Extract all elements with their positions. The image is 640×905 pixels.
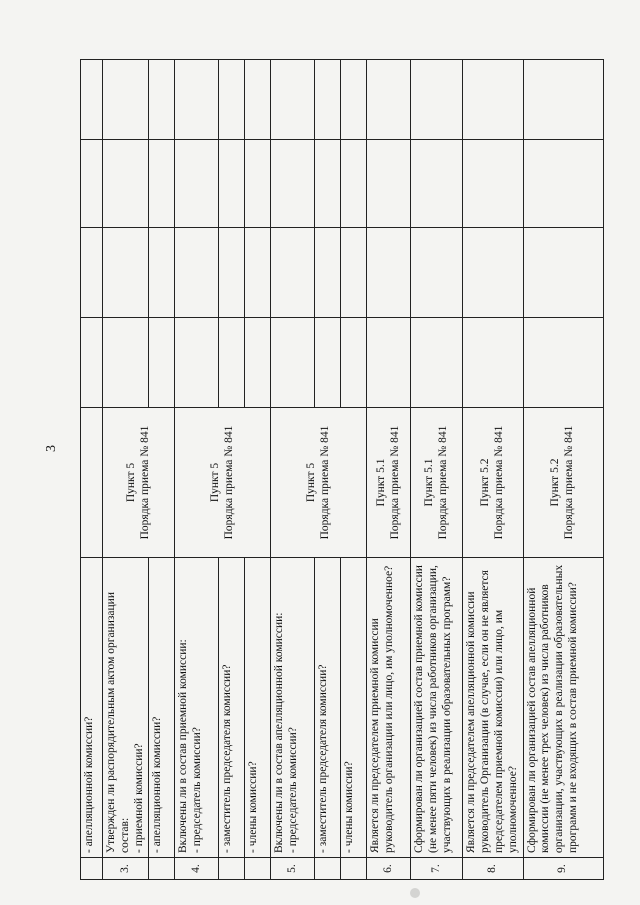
answer-cell[interactable] <box>315 228 341 318</box>
answer-cell[interactable] <box>149 140 175 228</box>
answer-cell[interactable] <box>523 60 603 140</box>
answer-cell[interactable] <box>463 228 523 318</box>
answer-cell[interactable] <box>367 60 411 140</box>
row-number <box>219 858 245 880</box>
answer-cell[interactable] <box>219 140 245 228</box>
table-row <box>523 60 603 880</box>
answer-cell[interactable] <box>103 60 149 140</box>
reference-document: Порядка приема № 841 <box>388 425 401 540</box>
question-text: - члены комиссии? <box>245 558 271 858</box>
answer-cell[interactable] <box>367 228 411 318</box>
table-row <box>103 60 149 880</box>
answer-cell[interactable] <box>245 140 271 228</box>
answer-cell[interactable] <box>149 228 175 318</box>
answer-cell[interactable] <box>367 140 411 228</box>
answer-cell[interactable] <box>175 318 219 408</box>
legal-reference <box>463 408 523 558</box>
answer-cell[interactable] <box>271 228 315 318</box>
legal-reference <box>103 408 175 558</box>
answer-cell[interactable] <box>149 318 175 408</box>
answer-cell[interactable] <box>175 228 219 318</box>
reference-document: Порядка приема № 841 <box>222 425 235 540</box>
answer-cell[interactable] <box>315 60 341 140</box>
question-text: - апелляционной комиссии? <box>149 558 175 858</box>
legal-reference <box>81 408 103 558</box>
answer-cell[interactable] <box>367 318 411 408</box>
table-row <box>367 60 411 880</box>
answer-cell[interactable] <box>523 318 603 408</box>
row-number <box>315 858 341 880</box>
answer-cell[interactable] <box>523 228 603 318</box>
legal-reference <box>367 408 411 558</box>
reference-document: Порядка приема № 841 <box>138 425 151 540</box>
answer-cell[interactable] <box>219 318 245 408</box>
row-number <box>149 858 175 880</box>
answer-cell[interactable] <box>219 228 245 318</box>
reference-document: Порядка приема № 841 <box>563 425 576 540</box>
row-number: 9. <box>523 858 603 880</box>
row-number: 8. <box>463 858 523 880</box>
row-number <box>341 858 367 880</box>
row-number: 5. <box>271 858 315 880</box>
question-text: - заместитель председателя комиссии? <box>219 558 245 858</box>
legal-reference <box>175 408 271 558</box>
reference-clause: Пункт 5.1 <box>423 458 436 507</box>
row-number: 6. <box>367 858 411 880</box>
reference-clause: Пункт 5.1 <box>375 458 388 507</box>
question-text: - заместитель председателя комиссии? <box>315 558 341 858</box>
question-text: - члены комиссии? <box>341 558 367 858</box>
question-text: - апелляционной комиссии? <box>81 558 103 858</box>
answer-cell[interactable] <box>341 318 367 408</box>
answer-cell[interactable] <box>411 140 463 228</box>
reference-document: Порядка приема № 841 <box>318 425 331 540</box>
answer-cell[interactable] <box>245 228 271 318</box>
reference-clause: Пункт 5.2 <box>479 458 492 507</box>
question-text: Является ли председателем приемной комиссии руководитель организации или лицо, им уполномоченное? <box>367 558 411 858</box>
answer-cell[interactable] <box>463 318 523 408</box>
checklist-table <box>80 59 604 880</box>
answer-cell[interactable] <box>81 318 103 408</box>
table-row <box>411 60 463 880</box>
answer-cell[interactable] <box>103 318 149 408</box>
answer-cell[interactable] <box>271 318 315 408</box>
question-text: Является ли председателем апелляционной комиссии руководитель Организации (в случае, если он не является председателем приемной комиссии) или лицо, им уполномоченное? <box>463 558 523 858</box>
table-row <box>175 60 219 880</box>
question-text: Сформирован ли организацией состав приемной комиссии (не менее пяти человек) из числа работников организации, участвующих в реализации образовательных программ? <box>411 558 463 858</box>
answer-cell[interactable] <box>245 318 271 408</box>
answer-cell[interactable] <box>341 140 367 228</box>
row-number: 7. <box>411 858 463 880</box>
legal-reference <box>523 408 603 558</box>
question-text: Включены ли в состав апелляционной комиссии: - председатель комиссии? <box>271 558 315 858</box>
row-number <box>245 858 271 880</box>
answer-cell[interactable] <box>341 60 367 140</box>
question-text: Сформирован ли организацией состав апелляционной комиссии (не менее трех человек) из числа работников организации, участвующих в реализации образовательных программ и не входящих в состав приемной комиссии? <box>523 558 603 858</box>
reference-document: Порядка приема № 841 <box>436 425 449 540</box>
answer-cell[interactable] <box>81 60 103 140</box>
row-number: 4. <box>175 858 219 880</box>
reference-clause: Пункт 5.2 <box>549 458 562 507</box>
question-text: Включены ли в состав приемной комиссии: - председатель комиссии? <box>175 558 219 858</box>
reference-clause: Пункт 5 <box>124 462 137 503</box>
answer-cell[interactable] <box>103 140 149 228</box>
answer-cell[interactable] <box>315 318 341 408</box>
answer-cell[interactable] <box>411 318 463 408</box>
legal-reference <box>271 408 367 558</box>
reference-clause: Пункт 5 <box>209 462 222 503</box>
row-number <box>81 858 103 880</box>
answer-cell[interactable] <box>271 140 315 228</box>
answer-cell[interactable] <box>523 140 603 228</box>
answer-cell[interactable] <box>81 140 103 228</box>
answer-cell[interactable] <box>219 60 245 140</box>
table-row <box>271 60 315 880</box>
answer-cell[interactable] <box>149 60 175 140</box>
answer-cell[interactable] <box>175 140 219 228</box>
answer-cell[interactable] <box>315 140 341 228</box>
answer-cell[interactable] <box>175 60 219 140</box>
scan-dot <box>410 888 420 898</box>
table-row <box>81 60 103 880</box>
answer-cell[interactable] <box>341 228 367 318</box>
answer-cell[interactable] <box>103 228 149 318</box>
answer-cell[interactable] <box>411 228 463 318</box>
checklist-table-rotated <box>80 60 600 880</box>
table-row <box>463 60 523 880</box>
legal-reference <box>411 408 463 558</box>
reference-clause: Пункт 5 <box>305 462 318 503</box>
answer-cell[interactable] <box>271 60 315 140</box>
answer-cell[interactable] <box>81 228 103 318</box>
answer-cell[interactable] <box>463 60 523 140</box>
answer-cell[interactable] <box>245 60 271 140</box>
reference-document: Порядка приема № 841 <box>492 425 505 540</box>
answer-cell[interactable] <box>411 60 463 140</box>
row-number: 3. <box>103 858 149 880</box>
answer-cell[interactable] <box>463 140 523 228</box>
page-number: 3 <box>44 445 59 452</box>
question-text: Утвержден ли распорядительным актом организации состав: - приемной комиссии? <box>103 558 149 858</box>
